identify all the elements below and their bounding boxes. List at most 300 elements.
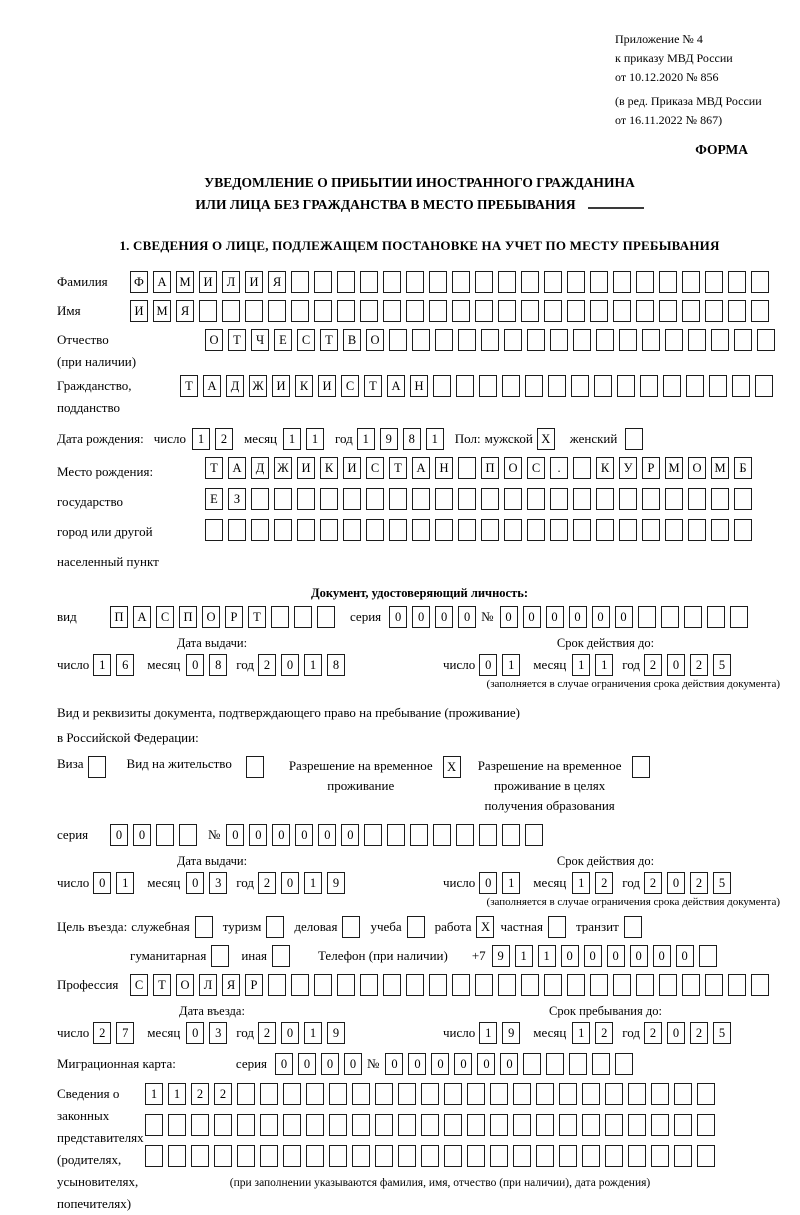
form-cell[interactable] (525, 824, 543, 846)
form-cell[interactable] (659, 271, 677, 293)
form-cell[interactable] (502, 824, 520, 846)
form-cell[interactable] (412, 488, 430, 510)
form-cell[interactable]: 0 (186, 872, 204, 894)
form-cell[interactable] (659, 300, 677, 322)
form-cell[interactable] (544, 271, 562, 293)
form-cell[interactable] (628, 1083, 646, 1105)
form-cell[interactable]: 0 (435, 606, 453, 628)
form-cell[interactable] (222, 300, 240, 322)
form-cell[interactable] (458, 329, 476, 351)
form-cell[interactable] (684, 606, 702, 628)
form-cell[interactable] (504, 329, 522, 351)
form-cell[interactable] (343, 519, 361, 541)
form-cell[interactable] (237, 1083, 255, 1105)
form-cell[interactable] (651, 1145, 669, 1167)
form-cell[interactable] (567, 271, 585, 293)
form-cell[interactable] (237, 1145, 255, 1167)
form-cell[interactable]: 0 (341, 824, 359, 846)
form-cell[interactable] (435, 488, 453, 510)
given-name-cells[interactable] (130, 300, 774, 322)
form-cell[interactable] (490, 1145, 508, 1167)
form-cell[interactable] (294, 606, 312, 628)
form-cell[interactable]: С (156, 606, 174, 628)
form-cell[interactable] (642, 329, 660, 351)
form-cell[interactable] (406, 974, 424, 996)
form-cell[interactable] (642, 519, 660, 541)
form-cell[interactable]: 0 (592, 606, 610, 628)
patronymic-cells[interactable] (205, 329, 780, 351)
form-cell[interactable]: X (476, 916, 494, 938)
form-cell[interactable]: 0 (186, 1022, 204, 1044)
form-cell[interactable] (617, 375, 635, 397)
form-cell[interactable]: 1 (595, 654, 613, 676)
form-cell[interactable]: 0 (615, 606, 633, 628)
form-cell[interactable] (383, 300, 401, 322)
form-cell[interactable]: 1 (116, 872, 134, 894)
form-cell[interactable]: 0 (249, 824, 267, 846)
form-cell[interactable] (674, 1114, 692, 1136)
form-cell[interactable]: 1 (304, 1022, 322, 1044)
form-cell[interactable]: 1 (515, 945, 533, 967)
form-cell[interactable]: П (110, 606, 128, 628)
form-cell[interactable]: Н (435, 457, 453, 479)
entry-month-cells[interactable] (186, 1022, 232, 1044)
form-cell[interactable]: И (343, 457, 361, 479)
form-cell[interactable]: 2 (690, 654, 708, 676)
form-cell[interactable]: 2 (644, 872, 662, 894)
form-cell[interactable]: Р (245, 974, 263, 996)
form-cell[interactable]: 0 (523, 606, 541, 628)
form-cell[interactable] (389, 519, 407, 541)
form-cell[interactable]: 0 (133, 824, 151, 846)
form-cell[interactable] (406, 271, 424, 293)
form-cell[interactable] (435, 519, 453, 541)
form-cell[interactable] (636, 300, 654, 322)
form-cell[interactable] (352, 1145, 370, 1167)
form-cell[interactable]: 0 (408, 1053, 426, 1075)
legal-representatives-row3-cells[interactable] (145, 1145, 735, 1167)
form-cell[interactable]: О (176, 974, 194, 996)
form-cell[interactable] (596, 519, 614, 541)
form-cell[interactable]: 0 (281, 654, 299, 676)
form-cell[interactable]: 9 (327, 1022, 345, 1044)
form-cell[interactable]: 1 (304, 872, 322, 894)
form-cell[interactable] (467, 1114, 485, 1136)
form-cell[interactable] (504, 519, 522, 541)
form-cell[interactable] (582, 1083, 600, 1105)
form-cell[interactable]: К (295, 375, 313, 397)
form-cell[interactable]: 0 (318, 824, 336, 846)
form-cell[interactable] (191, 1145, 209, 1167)
expiry-month-cells[interactable] (572, 654, 618, 676)
form-cell[interactable] (755, 375, 773, 397)
form-cell[interactable]: 0 (561, 945, 579, 967)
form-cell[interactable]: 8 (209, 654, 227, 676)
form-cell[interactable]: 0 (281, 1022, 299, 1044)
form-cell[interactable] (559, 1083, 577, 1105)
form-cell[interactable] (452, 271, 470, 293)
form-cell[interactable]: С (297, 329, 315, 351)
form-cell[interactable]: П (481, 457, 499, 479)
form-cell[interactable] (536, 1145, 554, 1167)
form-cell[interactable]: 2 (215, 428, 233, 450)
form-cell[interactable] (697, 1145, 715, 1167)
form-cell[interactable]: У (619, 457, 637, 479)
form-cell[interactable]: 2 (258, 654, 276, 676)
birth-place-row1-cells[interactable] (205, 457, 757, 479)
form-cell[interactable]: 0 (667, 872, 685, 894)
birth-month-cells[interactable] (283, 428, 329, 450)
form-cell[interactable]: X (537, 428, 555, 450)
form-cell[interactable] (665, 519, 683, 541)
form-cell[interactable]: 3 (209, 1022, 227, 1044)
form-cell[interactable] (467, 1145, 485, 1167)
form-cell[interactable]: 0 (569, 606, 587, 628)
form-cell[interactable]: Т (228, 329, 246, 351)
form-cell[interactable] (682, 271, 700, 293)
form-cell[interactable] (283, 1114, 301, 1136)
form-cell[interactable] (504, 488, 522, 510)
form-cell[interactable]: 0 (653, 945, 671, 967)
residence-series-cells[interactable] (110, 824, 202, 846)
stay-month-cells[interactable] (572, 1022, 618, 1044)
form-cell[interactable] (191, 1114, 209, 1136)
form-cell[interactable] (513, 1083, 531, 1105)
form-cell[interactable] (628, 1114, 646, 1136)
form-cell[interactable] (366, 519, 384, 541)
sex-female-checkbox[interactable] (625, 428, 648, 450)
form-cell[interactable] (291, 271, 309, 293)
form-cell[interactable]: 0 (389, 606, 407, 628)
form-cell[interactable] (214, 1114, 232, 1136)
form-cell[interactable] (640, 375, 658, 397)
form-cell[interactable] (260, 1083, 278, 1105)
form-cell[interactable]: М (153, 300, 171, 322)
form-cell[interactable]: О (504, 457, 522, 479)
form-cell[interactable]: 0 (667, 654, 685, 676)
form-cell[interactable]: . (550, 457, 568, 479)
form-cell[interactable] (412, 519, 430, 541)
form-cell[interactable] (550, 329, 568, 351)
form-cell[interactable] (536, 1114, 554, 1136)
form-cell[interactable]: 0 (500, 1053, 518, 1075)
form-cell[interactable] (456, 824, 474, 846)
entry-year-cells[interactable] (258, 1022, 350, 1044)
form-cell[interactable] (498, 974, 516, 996)
form-cell[interactable] (711, 488, 729, 510)
form-cell[interactable]: С (341, 375, 359, 397)
form-cell[interactable]: Р (642, 457, 660, 479)
visa-checkbox[interactable] (88, 756, 111, 778)
form-cell[interactable]: И (199, 271, 217, 293)
form-cell[interactable]: 3 (209, 872, 227, 894)
form-cell[interactable] (707, 606, 725, 628)
form-cell[interactable]: Т (180, 375, 198, 397)
migration-series-cells[interactable] (275, 1053, 367, 1075)
form-cell[interactable]: 0 (607, 945, 625, 967)
form-cell[interactable] (195, 916, 213, 938)
form-cell[interactable]: 1 (502, 654, 520, 676)
form-cell[interactable]: 0 (477, 1053, 495, 1075)
form-cell[interactable]: 5 (713, 654, 731, 676)
form-cell[interactable] (481, 488, 499, 510)
form-cell[interactable] (751, 271, 769, 293)
form-cell[interactable] (412, 329, 430, 351)
form-cell[interactable] (421, 1145, 439, 1167)
form-cell[interactable] (619, 488, 637, 510)
form-cell[interactable]: 1 (572, 1022, 590, 1044)
form-cell[interactable]: 0 (546, 606, 564, 628)
form-cell[interactable] (571, 375, 589, 397)
form-cell[interactable] (651, 1114, 669, 1136)
form-cell[interactable] (467, 1083, 485, 1105)
form-cell[interactable] (260, 1145, 278, 1167)
form-cell[interactable]: 0 (385, 1053, 403, 1075)
form-cell[interactable] (272, 945, 290, 967)
form-cell[interactable] (619, 329, 637, 351)
surname-cells[interactable] (130, 271, 774, 293)
form-cell[interactable] (421, 1083, 439, 1105)
form-cell[interactable] (546, 1053, 564, 1075)
form-cell[interactable] (688, 519, 706, 541)
form-cell[interactable] (251, 519, 269, 541)
form-cell[interactable] (663, 375, 681, 397)
form-cell[interactable] (329, 1083, 347, 1105)
form-cell[interactable] (594, 375, 612, 397)
form-cell[interactable] (317, 606, 335, 628)
form-cell[interactable]: Я (176, 300, 194, 322)
form-cell[interactable] (421, 1114, 439, 1136)
form-cell[interactable]: 1 (93, 654, 111, 676)
form-cell[interactable] (728, 974, 746, 996)
purpose-checkbox[interactable] (190, 916, 213, 938)
form-cell[interactable] (398, 1114, 416, 1136)
form-cell[interactable] (337, 974, 355, 996)
form-cell[interactable] (179, 824, 197, 846)
form-cell[interactable] (444, 1083, 462, 1105)
form-cell[interactable] (567, 300, 585, 322)
sex-male-checkbox[interactable] (537, 428, 560, 450)
form-cell[interactable] (659, 974, 677, 996)
form-cell[interactable] (682, 300, 700, 322)
form-cell[interactable] (674, 1145, 692, 1167)
form-cell[interactable] (734, 488, 752, 510)
form-cell[interactable] (625, 428, 643, 450)
form-cell[interactable]: 0 (676, 945, 694, 967)
form-cell[interactable]: 1 (479, 1022, 497, 1044)
form-cell[interactable]: 2 (595, 872, 613, 894)
form-cell[interactable] (343, 488, 361, 510)
form-cell[interactable]: С (527, 457, 545, 479)
doc-number-cells[interactable] (500, 606, 753, 628)
form-cell[interactable]: З (228, 488, 246, 510)
issue-month-cells[interactable] (186, 654, 232, 676)
form-cell[interactable] (590, 271, 608, 293)
form-cell[interactable] (246, 756, 264, 778)
form-cell[interactable] (375, 1083, 393, 1105)
form-cell[interactable] (642, 488, 660, 510)
form-cell[interactable] (168, 1114, 186, 1136)
form-cell[interactable] (569, 1053, 587, 1075)
citizenship-cells[interactable] (180, 375, 778, 397)
form-cell[interactable] (527, 488, 545, 510)
form-cell[interactable]: 0 (275, 1053, 293, 1075)
residence-expiry-month-cells[interactable] (572, 872, 618, 894)
form-cell[interactable] (502, 375, 520, 397)
form-cell[interactable] (314, 300, 332, 322)
form-cell[interactable] (320, 488, 338, 510)
form-cell[interactable]: Ч (251, 329, 269, 351)
form-cell[interactable] (513, 1145, 531, 1167)
purpose-checkbox[interactable] (267, 945, 290, 967)
form-cell[interactable] (686, 375, 704, 397)
form-cell[interactable]: С (366, 457, 384, 479)
form-cell[interactable] (297, 488, 315, 510)
form-cell[interactable] (479, 375, 497, 397)
form-cell[interactable] (407, 916, 425, 938)
form-cell[interactable] (266, 916, 284, 938)
form-cell[interactable] (406, 300, 424, 322)
form-cell[interactable]: С (130, 974, 148, 996)
purpose-checkbox[interactable] (402, 916, 425, 938)
form-cell[interactable] (567, 974, 585, 996)
form-cell[interactable] (711, 329, 729, 351)
form-cell[interactable]: О (688, 457, 706, 479)
form-cell[interactable]: Т (320, 329, 338, 351)
form-cell[interactable]: 0 (110, 824, 128, 846)
residence-issue-month-cells[interactable] (186, 872, 232, 894)
form-cell[interactable]: Т (205, 457, 223, 479)
form-cell[interactable]: 1 (304, 654, 322, 676)
expiry-year-cells[interactable] (644, 654, 736, 676)
form-cell[interactable] (688, 329, 706, 351)
form-cell[interactable] (342, 916, 360, 938)
form-cell[interactable]: 0 (458, 606, 476, 628)
form-cell[interactable]: 1 (502, 872, 520, 894)
issue-year-cells[interactable] (258, 654, 350, 676)
form-cell[interactable] (389, 488, 407, 510)
form-cell[interactable]: И (130, 300, 148, 322)
form-cell[interactable] (456, 375, 474, 397)
form-cell[interactable] (605, 1114, 623, 1136)
form-cell[interactable]: М (176, 271, 194, 293)
form-cell[interactable] (352, 1114, 370, 1136)
form-cell[interactable] (699, 945, 717, 967)
form-cell[interactable] (619, 519, 637, 541)
residence-issue-year-cells[interactable] (258, 872, 350, 894)
form-cell[interactable]: Т (153, 974, 171, 996)
form-cell[interactable] (711, 519, 729, 541)
form-cell[interactable] (605, 1145, 623, 1167)
form-cell[interactable]: 1 (306, 428, 324, 450)
form-cell[interactable] (274, 488, 292, 510)
form-cell[interactable] (337, 300, 355, 322)
form-cell[interactable] (513, 1114, 531, 1136)
form-cell[interactable] (237, 1114, 255, 1136)
birth-place-row3-cells[interactable] (205, 519, 757, 541)
form-cell[interactable]: 7 (116, 1022, 134, 1044)
form-cell[interactable] (498, 271, 516, 293)
purpose-checkbox[interactable] (337, 916, 360, 938)
form-cell[interactable]: 2 (690, 872, 708, 894)
form-cell[interactable] (433, 375, 451, 397)
temp-residence-checkbox[interactable] (443, 756, 466, 778)
form-cell[interactable]: 1 (192, 428, 210, 450)
purpose-checkbox[interactable] (543, 916, 566, 938)
form-cell[interactable]: 1 (145, 1083, 163, 1105)
form-cell[interactable]: А (412, 457, 430, 479)
form-cell[interactable]: 9 (380, 428, 398, 450)
form-cell[interactable]: Н (410, 375, 428, 397)
form-cell[interactable] (352, 1083, 370, 1105)
form-cell[interactable] (490, 1083, 508, 1105)
form-cell[interactable] (638, 606, 656, 628)
form-cell[interactable] (251, 488, 269, 510)
form-cell[interactable] (387, 824, 405, 846)
form-cell[interactable] (590, 300, 608, 322)
form-cell[interactable] (429, 300, 447, 322)
form-cell[interactable] (636, 271, 654, 293)
form-cell[interactable] (730, 606, 748, 628)
form-cell[interactable] (665, 329, 683, 351)
form-cell[interactable]: 0 (321, 1053, 339, 1075)
form-cell[interactable]: 8 (327, 654, 345, 676)
birth-place-row2-cells[interactable] (205, 488, 757, 510)
form-cell[interactable] (458, 519, 476, 541)
form-cell[interactable]: А (203, 375, 221, 397)
form-cell[interactable]: 2 (258, 1022, 276, 1044)
form-cell[interactable] (458, 457, 476, 479)
form-cell[interactable]: М (711, 457, 729, 479)
form-cell[interactable] (573, 329, 591, 351)
form-cell[interactable] (592, 1053, 610, 1075)
form-cell[interactable]: 0 (186, 654, 204, 676)
form-cell[interactable] (582, 1145, 600, 1167)
phone-cells[interactable] (492, 945, 722, 967)
form-cell[interactable] (245, 300, 263, 322)
form-cell[interactable] (205, 519, 223, 541)
form-cell[interactable]: О (202, 606, 220, 628)
form-cell[interactable] (521, 271, 539, 293)
form-cell[interactable] (375, 1145, 393, 1167)
form-cell[interactable]: 0 (431, 1053, 449, 1075)
form-cell[interactable]: 2 (644, 1022, 662, 1044)
form-cell[interactable]: Л (199, 974, 217, 996)
form-cell[interactable] (475, 271, 493, 293)
form-cell[interactable]: 1 (538, 945, 556, 967)
form-cell[interactable] (582, 1114, 600, 1136)
profession-cells[interactable] (130, 974, 774, 996)
doc-series-cells[interactable] (389, 606, 481, 628)
form-cell[interactable] (145, 1114, 163, 1136)
form-cell[interactable]: Т (248, 606, 266, 628)
form-cell[interactable]: 2 (690, 1022, 708, 1044)
form-cell[interactable]: 9 (492, 945, 510, 967)
form-cell[interactable] (550, 519, 568, 541)
form-cell[interactable] (274, 519, 292, 541)
residence-expiry-day-cells[interactable] (479, 872, 525, 894)
form-cell[interactable]: 6 (116, 654, 134, 676)
form-cell[interactable]: 1 (572, 654, 590, 676)
form-cell[interactable] (573, 519, 591, 541)
form-cell[interactable]: К (596, 457, 614, 479)
form-cell[interactable] (665, 488, 683, 510)
form-cell[interactable] (728, 271, 746, 293)
form-cell[interactable] (536, 1083, 554, 1105)
form-cell[interactable] (360, 300, 378, 322)
birth-year-cells[interactable] (357, 428, 449, 450)
form-cell[interactable]: П (179, 606, 197, 628)
